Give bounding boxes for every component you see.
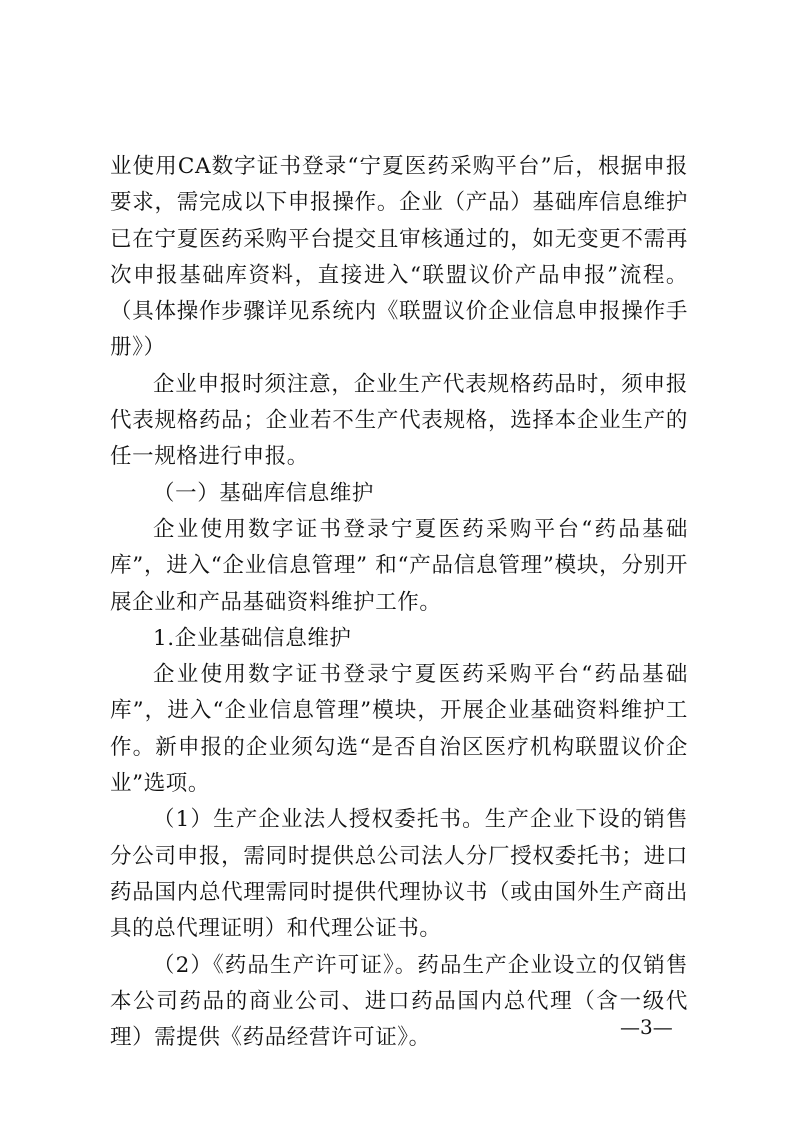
body-paragraph: 企业使用数字证书登录宁夏医药采购平台“药品基础库”，进入“企业信息管理” 和“产品信息管理”模块，分别开展企业和产品基础资料维护工作。 — [110, 516, 688, 615]
list-item-paragraph: （2）《药品生产许可证》。药品生产企业设立的仅销售本公司药品的商业公司、进口药品国内总代理（含一级代理）需提供《药品经营许可证》。 — [110, 952, 688, 1051]
document-body — [110, 149, 688, 1056]
body-paragraph: 企业申报时须注意，企业生产代表规格药品时，须申报代表规格药品；企业若不生产代表规格，选择本企业生产的任一规格进行申报。 — [110, 371, 688, 470]
subsection-heading: 1.企业基础信息维护 — [153, 625, 352, 651]
body-paragraph: 企业使用数字证书登录宁夏医药采购平台“药品基础库”，进入“企业信息管理”模块，开展企业基础资料维护工作。新申报的企业须勾选“是否自治区医疗机构联盟议价企业”选项。 — [110, 662, 688, 797]
page-number: —3— — [620, 1015, 673, 1039]
list-item-paragraph: （1）生产企业法人授权委托书。生产企业下设的销售分公司申报，需同时提供总公司法人分厂授权委托书；进口药品国内总代理需同时提供代理协议书（或由国外生产商出具的总代理证明）和代理公证书。 — [110, 807, 688, 942]
body-paragraph: 业使用CA数字证书登录“宁夏医药采购平台”后，根据申报要求，需完成以下申报操作。企业（产品）基础库信息维护已在宁夏医药采购平台提交且审核通过的，如无变更不需再次申报基础库资料，直接进入“联盟议价产品申报”流程。（具体操作步骤详见系统内《联盟议价企业信息申报操作手册》） — [110, 154, 688, 361]
section-heading: （一）基础库信息维护 — [153, 480, 375, 506]
